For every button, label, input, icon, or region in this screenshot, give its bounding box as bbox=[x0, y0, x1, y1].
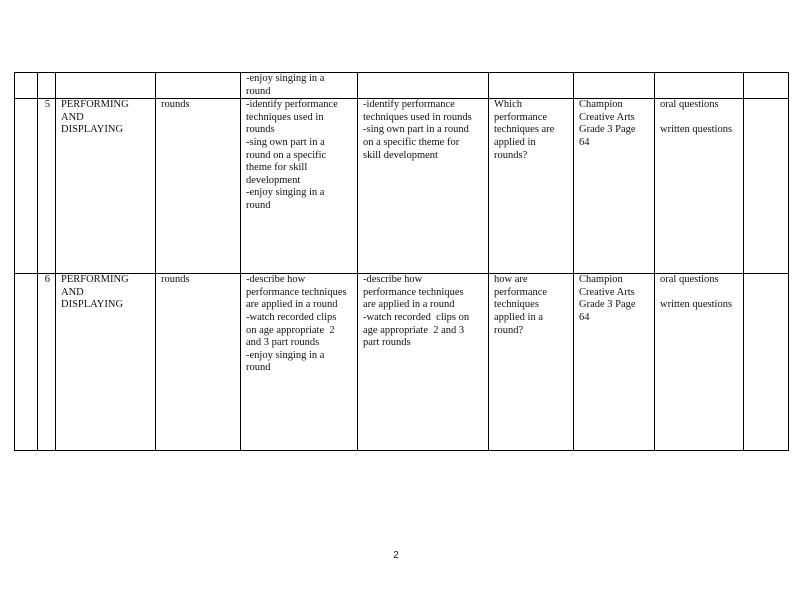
cell-line: written questions bbox=[660, 299, 733, 311]
week-cell bbox=[15, 99, 38, 274]
cell-line: -identify performance bbox=[246, 99, 338, 111]
sub-strand-cell: rounds bbox=[156, 274, 241, 451]
cell-line: AND bbox=[61, 111, 84, 123]
learning-resources-cell bbox=[574, 73, 655, 99]
week-cell bbox=[15, 274, 38, 451]
cell-line: skill development bbox=[363, 149, 438, 161]
sub-strand-cell: rounds bbox=[156, 99, 241, 274]
cell-line: -describe how bbox=[363, 274, 423, 286]
learning-outcomes-cell bbox=[241, 274, 358, 451]
cell-line: DISPLAYING bbox=[61, 124, 124, 136]
inquiry-question-cell bbox=[489, 274, 574, 451]
cell-line: -sing own part in a bbox=[246, 136, 325, 148]
learning-resources-cell bbox=[574, 274, 655, 451]
strand-cell bbox=[56, 274, 156, 451]
cell-line: are applied in a round bbox=[363, 299, 455, 311]
cell-line: rounds? bbox=[494, 149, 528, 161]
assessment-cell bbox=[655, 274, 744, 451]
cell-line: -watch recorded clips bbox=[246, 311, 337, 323]
cell-line: applied in bbox=[494, 136, 536, 148]
cell-line: part rounds bbox=[363, 337, 411, 349]
lesson-cell: 5 bbox=[38, 99, 56, 274]
cell-line: performance bbox=[494, 111, 548, 123]
cell-line: theme for skill bbox=[246, 162, 308, 174]
cell-line: -watch recorded clips on bbox=[363, 311, 470, 323]
cell-line: performance techniques bbox=[246, 286, 347, 298]
cell-line: round bbox=[246, 362, 271, 374]
remarks-cell bbox=[744, 73, 789, 99]
cell-line: round bbox=[246, 85, 271, 97]
learning-experiences-cell bbox=[358, 99, 489, 274]
cell-line: Creative Arts bbox=[579, 286, 635, 298]
cell-line: on a specific theme for bbox=[363, 136, 460, 148]
cell-line: DISPLAYING bbox=[61, 299, 124, 311]
cell-line: Grade 3 Page bbox=[579, 124, 636, 136]
cell-line: Champion bbox=[579, 99, 623, 111]
cell-line: 64 bbox=[579, 136, 590, 148]
cell-line: round bbox=[246, 199, 271, 211]
cell-line: -identify performance bbox=[363, 99, 455, 111]
cell-line: techniques bbox=[494, 299, 539, 311]
cell-line: Grade 3 Page bbox=[579, 299, 636, 311]
cell-line: age appropriate 2 and 3 bbox=[363, 324, 465, 336]
cell-line: PERFORMING bbox=[61, 99, 129, 111]
learning-outcomes-cell bbox=[241, 99, 358, 274]
assessment-cell bbox=[655, 73, 744, 99]
remarks-cell bbox=[744, 274, 789, 451]
strand-cell bbox=[56, 99, 156, 274]
sub-strand-cell bbox=[156, 73, 241, 99]
cell-line: performance techniques bbox=[363, 286, 464, 298]
cell-line: Champion bbox=[579, 274, 623, 286]
cell-line: techniques are bbox=[494, 124, 555, 136]
table-row bbox=[15, 99, 789, 274]
cell-line: performance bbox=[494, 286, 548, 298]
learning-experiences-cell bbox=[358, 274, 489, 451]
cell-line: -sing own part in a round bbox=[363, 124, 469, 136]
inquiry-question-cell bbox=[489, 99, 574, 274]
assessment-cell bbox=[655, 99, 744, 274]
cell-line: techniques used in rounds bbox=[363, 111, 472, 123]
cell-line: PERFORMING bbox=[61, 274, 129, 286]
strand-cell bbox=[56, 73, 156, 99]
lesson-cell: 6 bbox=[38, 274, 56, 451]
learning-resources-cell bbox=[574, 99, 655, 274]
cell-line: round on a specific bbox=[246, 149, 327, 161]
remarks-cell bbox=[744, 99, 789, 274]
cell-line: rounds bbox=[246, 124, 275, 136]
cell-line: oral questions bbox=[660, 274, 719, 286]
table-row bbox=[15, 274, 789, 451]
lesson-cell bbox=[38, 73, 56, 99]
cell-line: and 3 part rounds bbox=[246, 337, 320, 349]
cell-line: -enjoy singing in a bbox=[246, 73, 325, 84]
cell-line: -describe how bbox=[246, 274, 306, 286]
learning-experiences-cell bbox=[358, 73, 489, 99]
cell-line: how are bbox=[494, 274, 528, 286]
cell-line: AND bbox=[61, 286, 84, 298]
cell-line: on age appropriate 2 bbox=[246, 324, 335, 336]
cell-line: round? bbox=[494, 324, 524, 336]
week-cell bbox=[15, 73, 38, 99]
inquiry-question-cell bbox=[489, 73, 574, 99]
cell-line: Which bbox=[494, 99, 522, 111]
scheme-of-work-table bbox=[14, 72, 789, 451]
cell-line: -enjoy singing in a bbox=[246, 349, 325, 361]
cell-line: development bbox=[246, 174, 301, 186]
table-row bbox=[15, 73, 789, 99]
cell-line: 64 bbox=[579, 311, 590, 323]
page-number: 2 bbox=[393, 550, 399, 561]
cell-line: are applied in a round bbox=[246, 299, 338, 311]
cell-line: techniques used in bbox=[246, 111, 324, 123]
cell-line: Creative Arts bbox=[579, 111, 635, 123]
cell-line: -enjoy singing in a bbox=[246, 187, 325, 199]
cell-line: applied in a bbox=[494, 311, 543, 323]
cell-line: oral questions bbox=[660, 99, 719, 111]
cell-line: written questions bbox=[660, 124, 733, 136]
learning-outcomes-cell bbox=[241, 73, 358, 99]
